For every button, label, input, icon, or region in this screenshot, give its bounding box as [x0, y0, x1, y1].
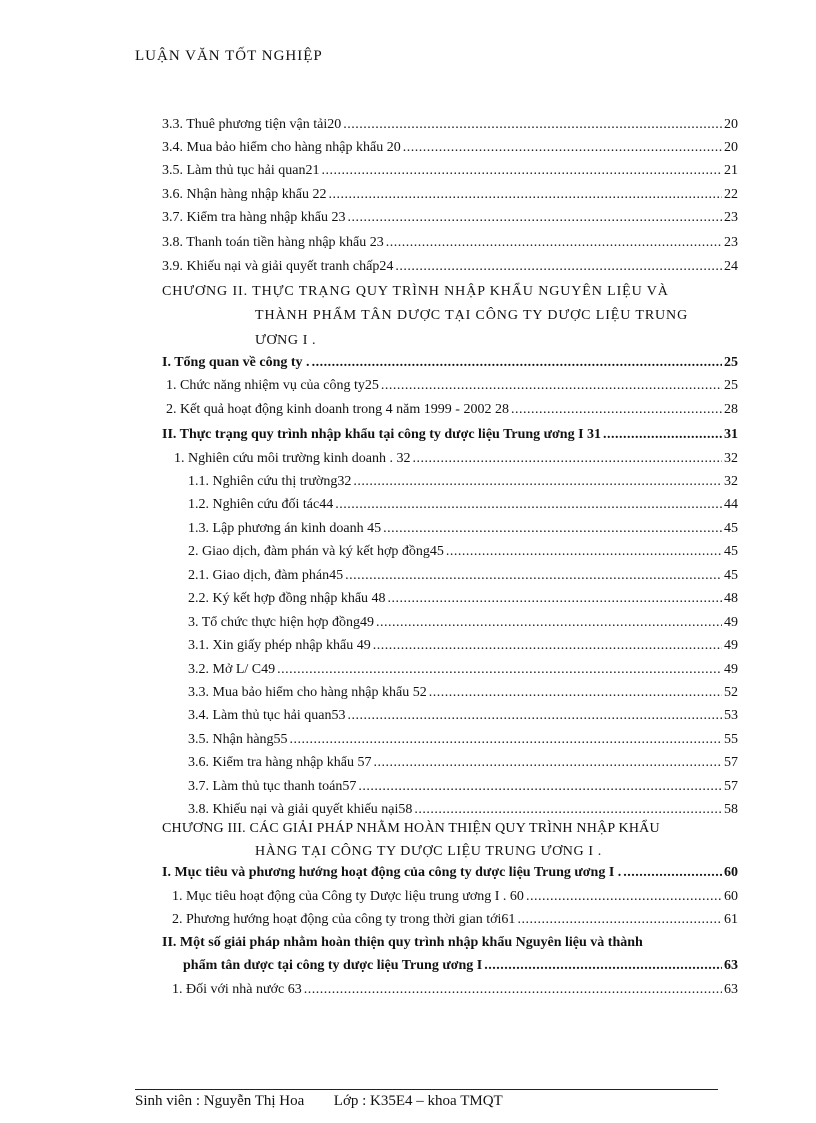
toc-entry-3-7b: 3.7. Làm thủ tục thanh toán57 ..... 57 [188, 776, 738, 798]
toc-entry-ch3-1: 1. Mục tiêu hoạt động của Công ty Dược liệu trung ương I . 60 ..... 60 [172, 886, 738, 908]
toc-entry-2-2: 2.2. Ký kết hợp đồng nhập khẩu 48 ..... 48 [188, 588, 738, 610]
footer-class: Lớp : K35E4 – khoa TMQT [333, 1093, 503, 1109]
toc-entry-3-2: 3.2. Mở L/ C49 ..... 49 [188, 659, 738, 681]
toc-entry-1-2: 1.2. Nghiên cứu đối tác44 ..... 44 [188, 494, 738, 516]
footer-divider [135, 1089, 718, 1090]
toc-entry-3-7: 3.7. Kiểm tra hàng nhập khẩu 23 ..... 23 [162, 207, 738, 229]
document-header: LUẬN VĂN TỐT NGHIỆP [135, 48, 323, 64]
toc-entry-ch3-part-1: I. Mục tiêu và phương hướng hoạt động của công ty dược liệu Trung ương I . ..... 60 [162, 862, 738, 884]
toc-entry-3-9: 3.9. Khiếu nại và giải quyết tranh chấp24 ..... 24 [162, 256, 738, 278]
toc-entry-ch3-part-2-cont: phẩm tân dược tại công ty dược liệu Trung ương I ..... 63 [183, 955, 738, 977]
toc-entry-3-3b: 3.3. Mua bảo hiểm cho hàng nhập khẩu 52 ..... 52 [188, 682, 738, 704]
toc-entry-1-research: 1. Nghiên cứu môi trường kinh doanh . 32 ..... 32 [174, 448, 738, 470]
toc-entry-3-5: 3.5. Làm thủ tục hải quan21 ..... 21 [162, 160, 738, 182]
footer-student: Sinh viên : Nguyễn Thị Hoa [135, 1093, 305, 1109]
toc-entry-3-contract: 3. Tổ chức thực hiện hợp đồng49 ..... 49 [188, 612, 738, 634]
toc-entry-2-1: 2.1. Giao dịch, đàm phán45 ..... 45 [188, 565, 738, 587]
toc-entry-3-1: 3.1. Xin giấy phép nhập khẩu 49 ..... 49 [188, 635, 738, 657]
toc-entry-2: 2. Kết quả hoạt động kinh doanh trong 4 năm 1999 - 2002 28 ..... 28 [166, 399, 738, 421]
toc-entry-1-3: 1.3. Lập phương án kinh doanh 45 ..... 45 [188, 518, 738, 540]
toc-entry-3-8: 3.8. Thanh toán tiền hàng nhập khẩu 23 ..... 23 [162, 232, 738, 254]
toc-entry-3-4b: 3.4. Làm thủ tục hải quan53 ..... 53 [188, 705, 738, 727]
toc-entry-part-2: II. Thực trạng quy trình nhập khẩu tại công ty dược liệu Trung ương I 31 ..... 31 [162, 424, 738, 446]
toc-entry-3-3: 3.3. Thuê phương tiện vận tải20 ..... 20 [162, 114, 738, 136]
toc-entry-ch3-part-2: II. Một số giải pháp nhằm hoàn thiện quy trình nhập khẩu Nguyên liệu và thành [162, 935, 643, 950]
toc-entry-3-6: 3.6. Nhận hàng nhập khẩu 22 ..... 22 [162, 184, 738, 206]
toc-entry-3-4: 3.4. Mua bảo hiểm cho hàng nhập khẩu 20 ..... 20 [162, 137, 738, 159]
toc-entry-3-6b: 3.6. Kiểm tra hàng nhập khẩu 57 ..... 57 [188, 752, 738, 774]
document-footer [135, 1093, 503, 1110]
toc-entry-3-5b: 3.5. Nhận hàng55 ..... 55 [188, 729, 738, 751]
toc-entry-2-negotiation: 2. Giao dịch, đàm phán và ký kết hợp đồng45 ..... 45 [188, 541, 738, 563]
toc-entry-part-1: I. Tổng quan về công ty . ..... 25 [162, 352, 738, 374]
toc-entry-1: 1. Chức năng nhiệm vụ của công ty25 ..... 25 [166, 375, 738, 397]
toc-entry-3-8b: 3.8. Khiếu nại và giải quyết khiếu nại58 ..... 58 [188, 799, 738, 821]
toc-entry-1-1: 1.1. Nghiên cứu thị trường32 ..... 32 [188, 471, 738, 493]
toc-entry-ch3-2-1: 1. Đối với nhà nước 63 ..... 63 [172, 979, 738, 1001]
toc-entry-ch3-2: 2. Phương hướng hoạt động của công ty trong thời gian tới61 ..... 61 [172, 909, 738, 931]
